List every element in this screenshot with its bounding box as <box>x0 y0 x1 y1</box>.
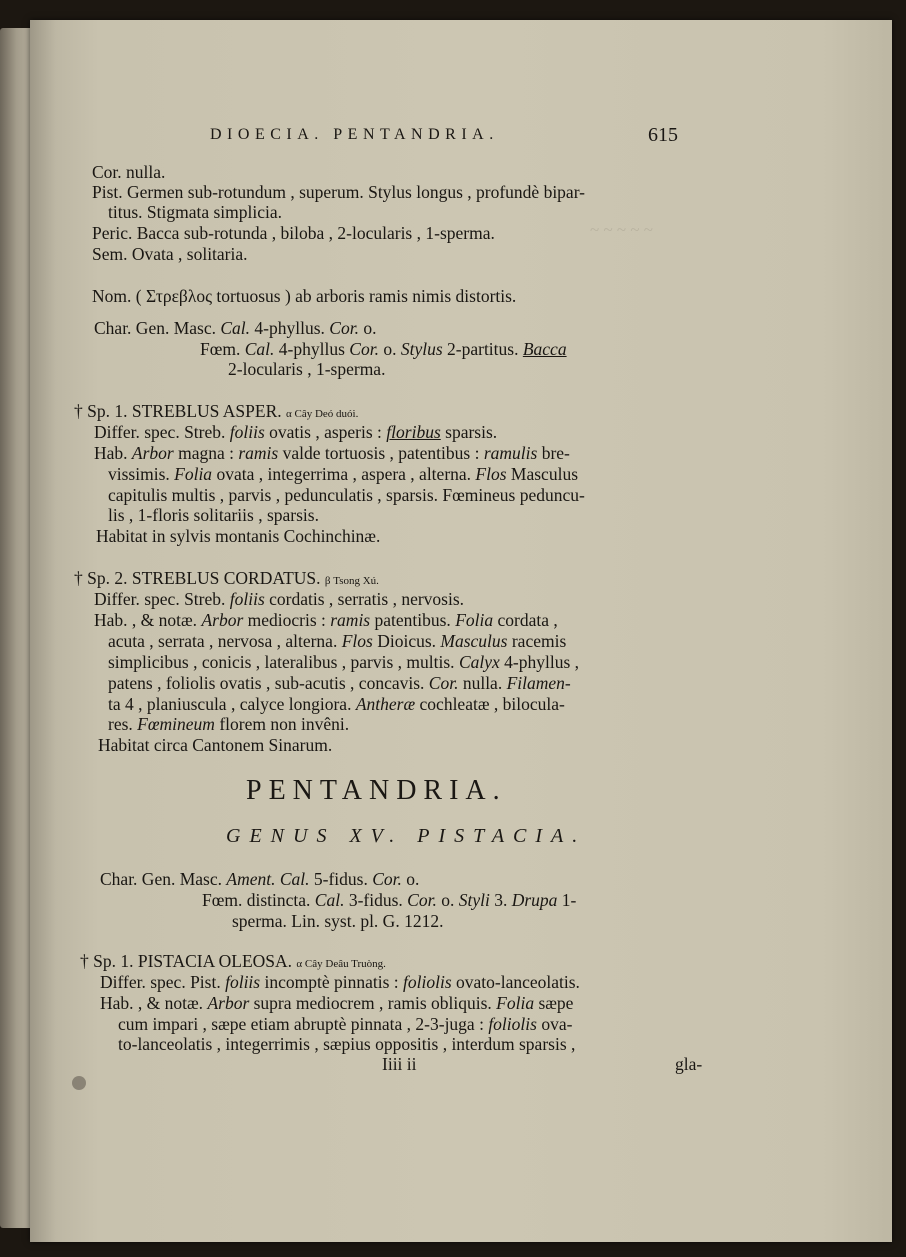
species-3-differ <box>100 972 580 992</box>
term: Cal. <box>279 869 310 889</box>
running-title: DIOECIA. PENTANDRIA. <box>210 126 499 143</box>
term: Fœmineum <box>137 714 215 734</box>
text: Char. Gen. Masc. <box>100 869 222 889</box>
term: Folia <box>455 610 494 630</box>
vernacular-name: α Cây Deó duói. <box>286 408 359 420</box>
pist-line-1: Pist. Germen sub-rotundum , superum. Stylus longus , profundè bipar- <box>92 182 586 202</box>
text: Dioicus. <box>377 631 437 651</box>
term: Arbor <box>201 610 244 630</box>
species-2-hab-1 <box>94 610 558 630</box>
text: vissimis. <box>108 464 170 484</box>
nom-greek: Στρεβλος <box>145 286 213 306</box>
text: sæpe <box>538 993 574 1013</box>
term: ramis <box>238 443 279 463</box>
species-2-hab-6 <box>108 714 349 734</box>
text: patens , foliolis ovatis , sub-acutis , concavis. <box>108 673 425 693</box>
pist-line-2: titus. Stigmata simplicia. <box>108 202 283 222</box>
text: 5-fidus. <box>313 869 368 889</box>
text: bre- <box>541 443 570 463</box>
species-3-heading <box>80 951 386 974</box>
term: ramis <box>330 610 371 630</box>
text: cordatis , serratis , nervosis. <box>269 589 465 609</box>
text: cum impari , sæpe etiam abruptè pinnata , 2-3-juga : <box>118 1014 484 1034</box>
text: simplicibus , conicis , lateralibus , parvis , multis. <box>108 652 455 672</box>
char-text: 4-phyllus <box>278 339 345 359</box>
term-cal: Cal. <box>244 339 275 359</box>
sem-line: Sem. Ovata , solitaria. <box>92 244 248 264</box>
text: Hab. , & notæ. <box>100 993 204 1013</box>
text: cochleatæ , bilocula- <box>419 694 565 714</box>
char-text: o. <box>363 318 377 338</box>
species-3-hab-2 <box>118 1014 572 1034</box>
nom-rest: tortuosus ) ab arboris ramis nimis distortis. <box>216 286 517 306</box>
species-2-differ <box>94 589 464 609</box>
nom-open: Nom. ( <box>92 286 142 306</box>
term-cor: Cor. <box>349 339 379 359</box>
species-2-hab-3 <box>108 652 579 672</box>
char-label: Char. Gen. Masc. <box>94 318 216 338</box>
term: Folia <box>496 993 535 1013</box>
species-1-hab-2 <box>108 464 578 484</box>
dagger-mark: † <box>74 568 83 588</box>
text: Masculus <box>510 464 578 484</box>
text: Differ. spec. Streb. <box>94 422 226 442</box>
species-name: Sp. 2. STREBLUS CORDATUS. <box>87 568 321 588</box>
pistacia-char-3: sperma. Lin. syst. pl. G. 1212. <box>232 911 444 931</box>
species-1-differ <box>94 422 497 442</box>
char-text: 2-partitus. <box>447 339 519 359</box>
term: Folia <box>174 464 213 484</box>
species-name: Sp. 1. PISTACIA OLEOSA. <box>93 951 293 971</box>
term: Arbor <box>131 443 174 463</box>
text: o. <box>406 869 420 889</box>
species-1-hab-4: lis , 1-floris solitariis , sparsis. <box>108 505 319 525</box>
species-2-heading <box>74 568 379 591</box>
text: res. <box>108 714 133 734</box>
show-through-texture: ~ ~ ~ ~ ~ <box>590 220 653 239</box>
text: mediocris : <box>247 610 326 630</box>
text: racemis <box>511 631 567 651</box>
signature-mark: Iiii ii <box>382 1054 417 1074</box>
text: patentibus. <box>374 610 451 630</box>
term: Styli <box>458 890 490 910</box>
dagger-mark: † <box>74 401 83 421</box>
char-text: o. <box>383 339 397 359</box>
text: valde tortuosis , patentibus : <box>282 443 480 463</box>
term: Cor. <box>428 673 459 693</box>
nomenclature-line <box>92 286 516 306</box>
text: sparsis. <box>445 422 498 442</box>
text: ova- <box>541 1014 573 1034</box>
term: Cor. <box>407 890 437 910</box>
term: foliolis <box>488 1014 537 1034</box>
text: 1- <box>561 890 577 910</box>
term: floribus <box>386 422 441 442</box>
section-title: PENTANDRIA. <box>246 775 507 806</box>
term: Masculus <box>440 631 508 651</box>
term: Cor. <box>372 869 402 889</box>
term-cal: Cal. <box>220 318 251 338</box>
text: nulla. <box>462 673 503 693</box>
vernacular-name: β Tsong Xú. <box>324 575 379 587</box>
text: Differ. spec. Pist. <box>100 972 221 992</box>
term: foliolis <box>403 972 452 992</box>
pistacia-char-2 <box>202 890 576 910</box>
text: Fœm. distincta. <box>202 890 311 910</box>
char-gen-line-1 <box>94 318 376 338</box>
text: florem non invêni. <box>219 714 350 734</box>
text: incomptè pinnatis : <box>264 972 399 992</box>
text: 4-phyllus , <box>504 652 580 672</box>
char-label: Fœm. <box>200 339 241 359</box>
text: ovata , integerrima , aspera , alterna. <box>216 464 472 484</box>
catchword: gla- <box>675 1054 703 1074</box>
text: acuta , serrata , nervosa , alterna. <box>108 631 338 651</box>
species-2-hab-4 <box>108 673 571 693</box>
char-gen-line-3: 2-locularis , 1-sperma. <box>228 359 386 379</box>
peric-line: Peric. Bacca sub-rotunda , biloba , 2-locularis , 1-sperma. <box>92 223 495 243</box>
term: ramulis <box>483 443 538 463</box>
species-1-heading <box>74 401 358 424</box>
page-number: 615 <box>648 124 678 146</box>
text: 3-fidus. <box>348 890 403 910</box>
species-3-hab-3: to-lanceolatis , integerrimis , sæpius oppositis , interdum sparsis , <box>118 1034 576 1054</box>
term: Calyx <box>458 652 500 672</box>
text: supra mediocrem , ramis obliquis. <box>253 993 492 1013</box>
ink-stain <box>72 1076 86 1090</box>
term: foliis <box>229 589 265 609</box>
book-page <box>30 20 892 1242</box>
term: Arbor <box>207 993 250 1013</box>
term-cor: Cor. <box>329 318 359 338</box>
term: Flos <box>475 464 507 484</box>
species-name: Sp. 1. STREBLUS ASPER. <box>87 401 282 421</box>
species-2-habitat: Habitat circa Cantonem Sinarum. <box>98 735 333 755</box>
text: o. <box>441 890 455 910</box>
text: ovatis , asperis : <box>269 422 382 442</box>
term: Ament. <box>226 869 276 889</box>
dagger-mark: † <box>80 951 89 971</box>
genus-title: GENUS XV. PISTACIA. <box>226 825 587 847</box>
term: foliis <box>225 972 261 992</box>
char-text: 4-phyllus. <box>254 318 325 338</box>
term: Flos <box>341 631 373 651</box>
text: Hab. , & notæ. <box>94 610 198 630</box>
text: cordata , <box>497 610 558 630</box>
text: magna : <box>178 443 234 463</box>
char-gen-line-2 <box>200 339 567 359</box>
species-2-hab-2 <box>108 631 566 651</box>
facing-page-edge <box>0 28 30 1228</box>
text: 3. <box>494 890 508 910</box>
species-2-hab-5 <box>108 694 565 714</box>
species-1-hab-3: capitulis multis , parvis , pedunculatis , sparsis. Fœmineus peduncu- <box>108 485 585 505</box>
text: ta 4 , planiuscula , calyce longiora. <box>108 694 352 714</box>
term: Filamen- <box>506 673 571 693</box>
term-stylus: Stylus <box>400 339 443 359</box>
term: Cal. <box>314 890 345 910</box>
pistacia-char-1 <box>100 869 419 889</box>
text: ovato-lanceolatis. <box>456 972 580 992</box>
text: Hab. <box>94 443 128 463</box>
term: foliis <box>229 422 265 442</box>
species-1-hab-1 <box>94 443 570 463</box>
vernacular-name: α Cây Deâu Truòng. <box>296 958 386 970</box>
species-1-habitat: Habitat in sylvis montanis Cochinchinæ. <box>96 526 381 546</box>
text: Differ. spec. Streb. <box>94 589 226 609</box>
term: Antheræ <box>355 694 416 714</box>
species-3-hab-1 <box>100 993 573 1013</box>
term-bacca: Bacca <box>522 339 567 359</box>
cor-line: Cor. nulla. <box>92 162 166 182</box>
term: Drupa <box>511 890 558 910</box>
